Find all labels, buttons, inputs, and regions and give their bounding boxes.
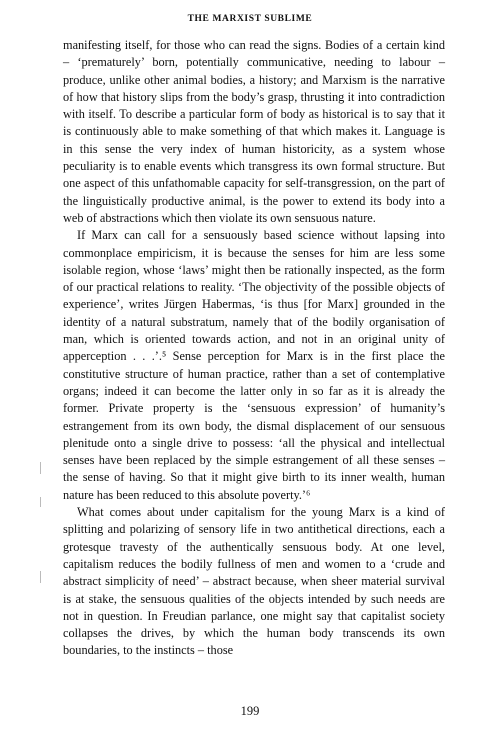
margin-scan-mark (40, 497, 41, 507)
paragraph-1: manifesting itself, for those who can read the signs. Bodies of a certain kind – ‘prematurely’ born, potentially communicative, needing to labour – produce, unlike other animal bodies, a history; and Marxism is the narrative of how that history slips from the body’s grasp, thrusting it into contradiction with itself. To describe a particular form of body as historical is to say that it is continuously able to make something of that which makes it. Language is in this sense the very index of human historicity, as a system whose peculiarity is to enable events which transgress its own formal structure. But one aspect of this unfathomable capacity for self-transgression, on the part of the linguistically productive animal, is the power to extend its body into a web of abstractions which then violate its own sensuous nature. (63, 38, 445, 225)
paragraph-3: What comes about under capitalism for the young Marx is a kind of splitting and polarizing of sensory life in two antithetical directions, each a grotesque travesty of the authentically sensuous body. At one level, capitalism reduces the bodily fullness of men and women to a ‘crude and abstract simplicity of need’ – abstract because, when sheer material survival is at stake, the sensuous qualities of the objects intended by such needs are not in question. In Freudian parlance, one might say that capitalist society collapses the drives, by which the human body transcends its own boundaries, to the instincts – those (63, 505, 445, 658)
margin-scan-mark (40, 571, 41, 583)
paragraph-2: If Marx can call for a sensuously based science without lapsing into commonplace empiricism, it is because the senses for him are less some isolable region, whose ‘laws’ might then be rationally inspected, as the form of our practical relations to reality. ‘The objectivity of the possible objects of experience’, writes Jürgen Habermas, ‘is thus [for Marx] grounded in the identity of a natural substratum, namely that of the bodily organisation of man, which is oriented towards action, and not in an original unity of apperception . . .’.⁵ Sense perception for Marx is in the first place the constitutive structure of human practice, rather than a set of contemplative organs; indeed it can become the latter only in so far as it is already the former. Private property is the ‘sensuous expression’ of humanity’s estrangement from its own body, the dismal displacement of our sensuous plenitude onto a single drive to possess: ‘all the physical and intellectual senses have been replaced by the simple estrangement of all these senses – the sense of having. So that it might give birth to its inner wealth, human nature has been reduced to this absolute poverty.’⁶ (63, 228, 445, 502)
margin-scan-mark (40, 462, 41, 474)
page-number: 199 (240, 704, 260, 718)
body-text (63, 37, 445, 660)
running-head: THE MARXIST SUBLIME (187, 14, 313, 24)
